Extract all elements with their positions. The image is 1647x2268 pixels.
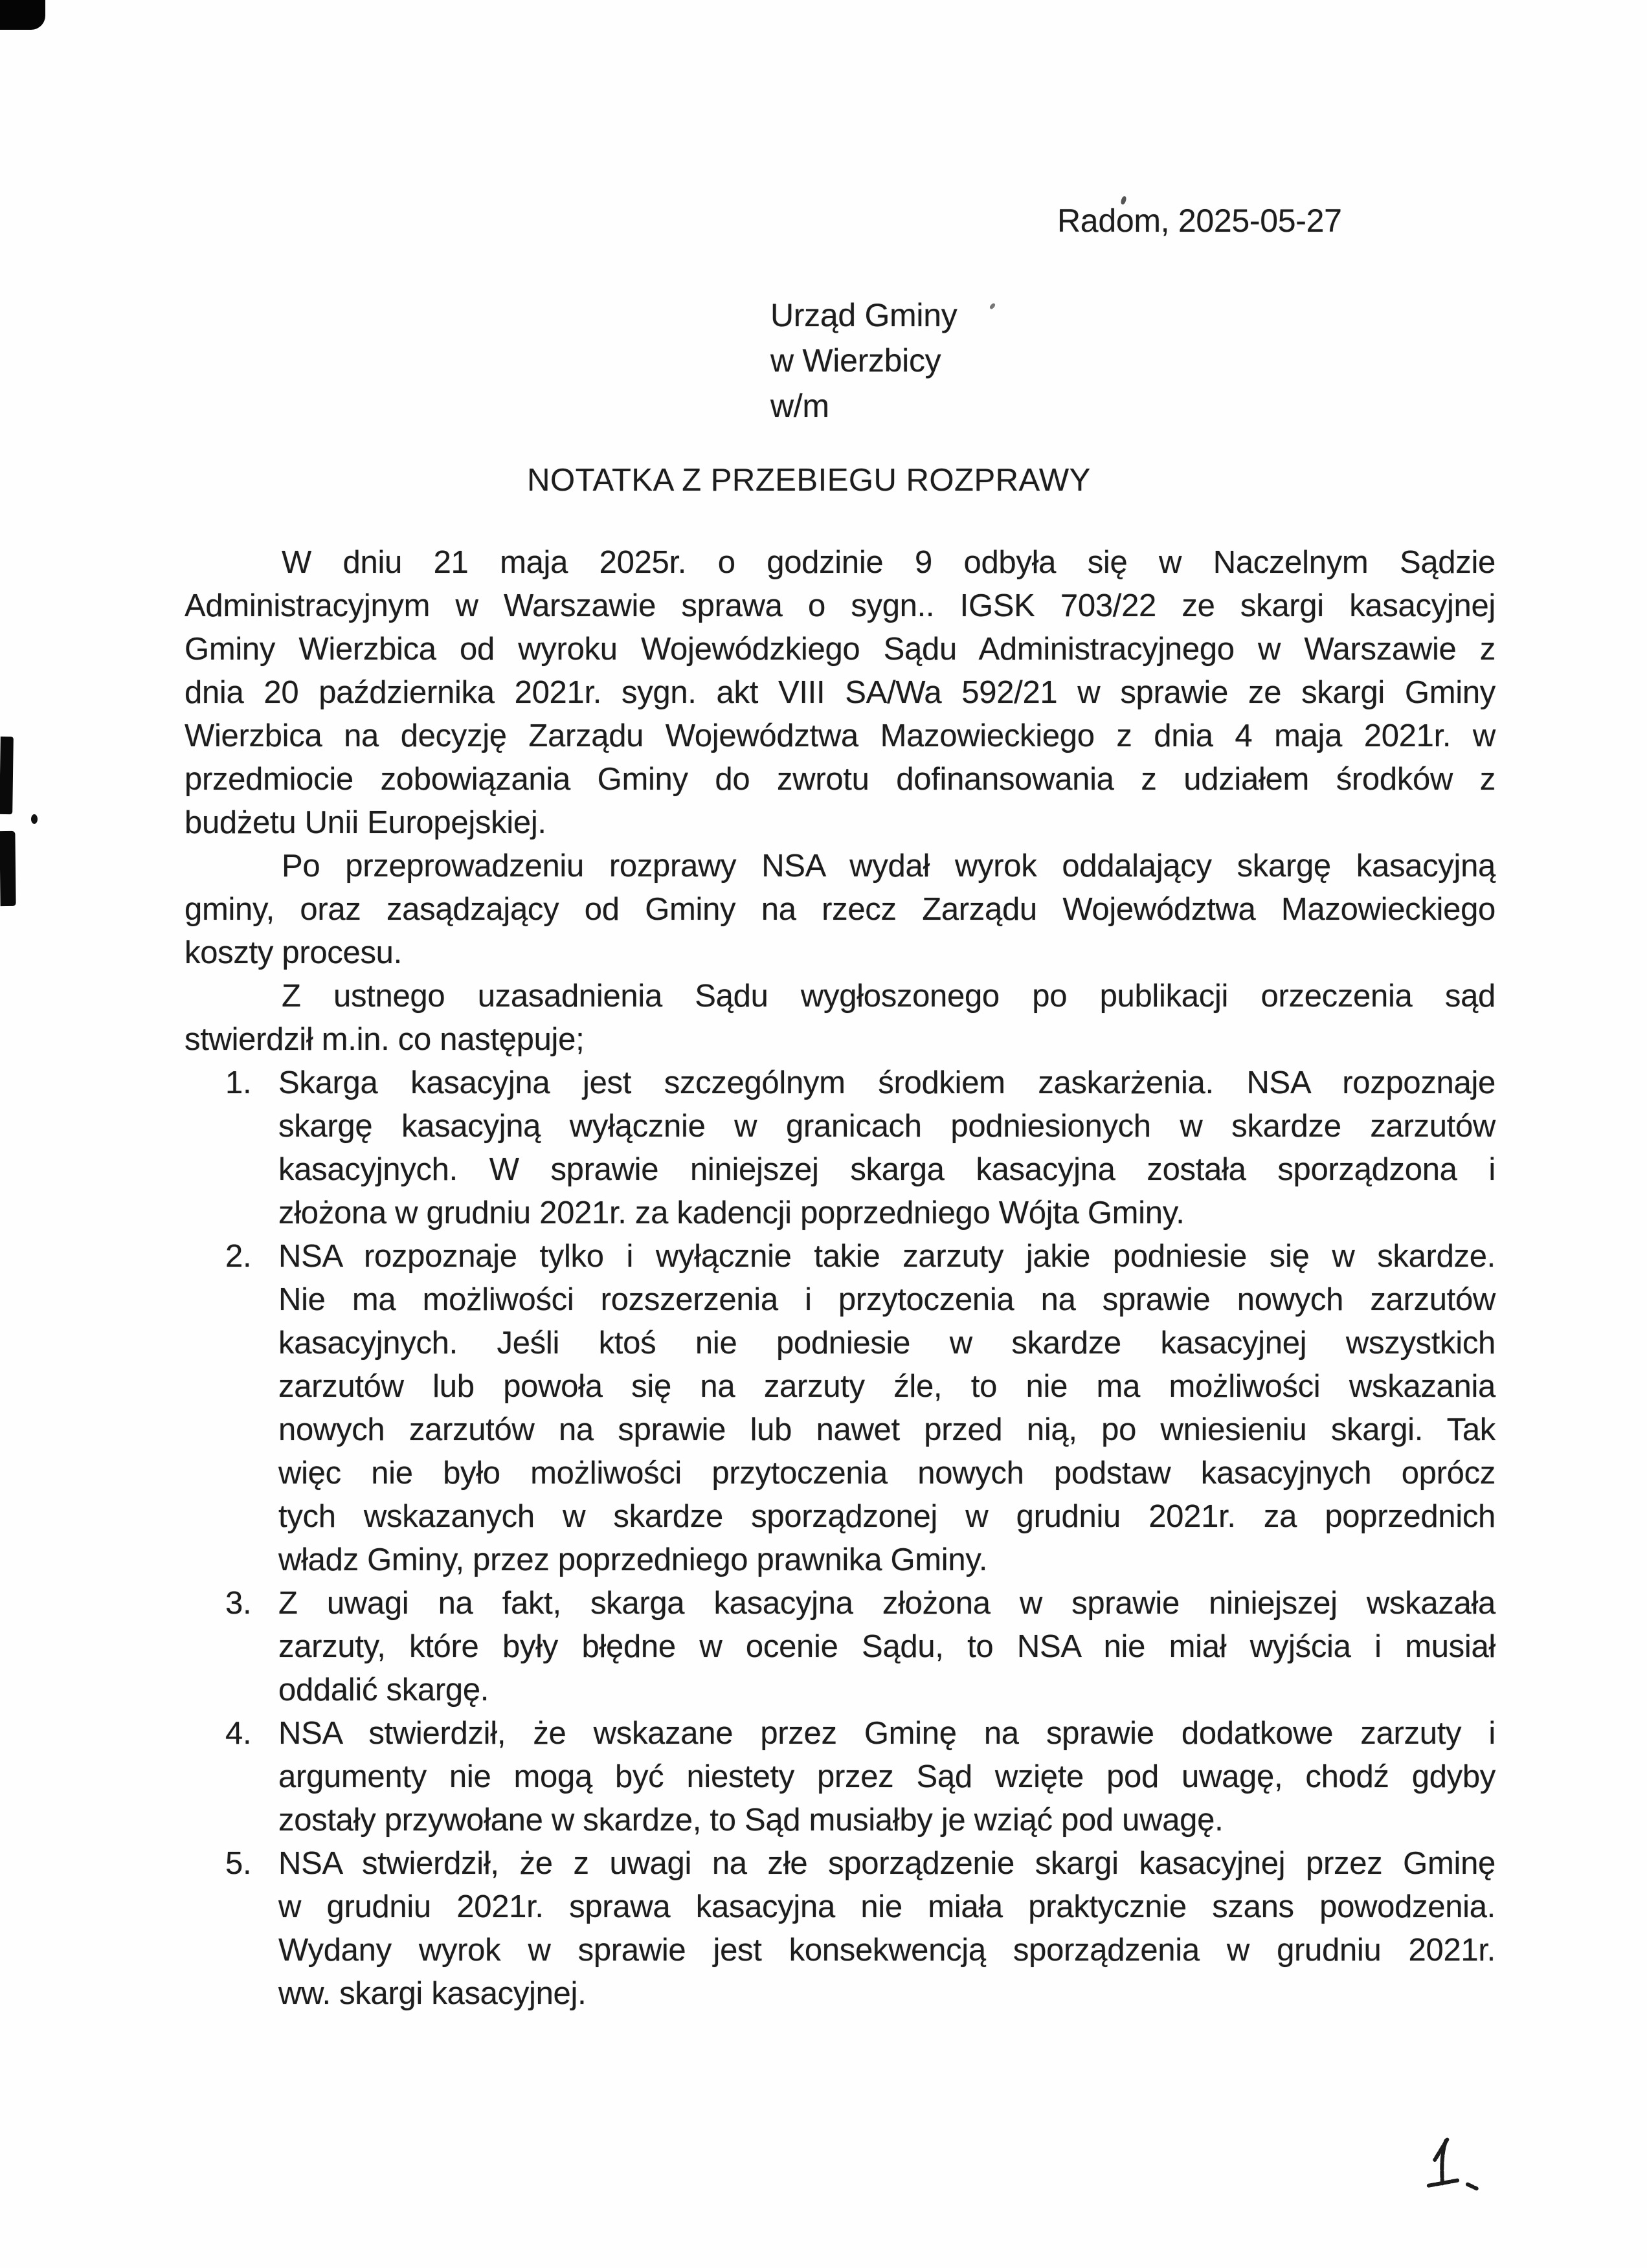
recipient-line: Urząd Gminy: [770, 297, 958, 333]
text-line: w grudniu 2021r. sprawa kasacyjna nie miała praktycznie szans powodzenia.: [278, 1889, 1496, 1924]
paragraph: [185, 541, 1496, 845]
text-line: zarzuty, które były błędne w ocenie Sądu, to NSA nie miał wyjścia i musiał: [278, 1629, 1496, 1664]
list-item-number: 1.: [225, 1065, 252, 1100]
text-line: tych wskazanych w skardze sporządzonej w grudniu 2021r. za poprzednich: [278, 1499, 1496, 1534]
text-line: Nie ma możliwości rozszerzenia i przytoczenia na sprawie nowych zarzutów: [278, 1282, 1496, 1317]
text-line: Gminy Wierzbica od wyroku Wojewódzkiego Sądu Administracyjnego w Warszawie z: [185, 632, 1496, 667]
scan-artifact-bar: [0, 831, 16, 906]
paragraph: [185, 845, 1496, 975]
list-item-number: 2.: [225, 1239, 252, 1274]
text-line: argumenty nie mogą być niestety przez Sąd wzięte pod uwagę, chodź gdyby: [278, 1759, 1496, 1794]
text-line: koszty procesu.: [185, 935, 402, 970]
text-line: gminy, oraz zasądzający od Gminy na rzecz Zarządu Województwa Mazowieckiego: [185, 892, 1496, 927]
text-line: kasacyjnych. Jeśli ktoś nie podniesie w skardze kasacyjnej wszystkich: [278, 1326, 1496, 1361]
text-line: NSA rozpoznaje tylko i wyłącznie takie zarzuty jakie podniesie się w skardze.: [278, 1239, 1496, 1274]
handwritten-page-number: [1420, 2131, 1487, 2197]
text-line: nowych zarzutów na sprawie lub nawet przed nią, po wniesieniu skargi. Tak: [278, 1412, 1496, 1447]
document-body: [185, 541, 1496, 2016]
text-line: zostały przywołane w skardze, to Sąd musiałby je wziąć pod uwagę.: [278, 1803, 1224, 1838]
recipient-block: [770, 293, 957, 428]
list-item-number: 3.: [225, 1586, 252, 1621]
text-line: złożona w grudniu 2021r. za kadencji poprzedniego Wójta Gminy.: [278, 1195, 1185, 1230]
text-line: przedmiocie zobowiązania Gminy do zwrotu dofinansowania z udziałem środków z: [185, 762, 1496, 797]
text-line: Administracyjnym w Warszawie sprawa o sygn.. IGSK 703/22 ze skargi kasacyjnej: [185, 588, 1496, 623]
list-item: [185, 1842, 1496, 2016]
text-line: NSA stwierdził, że z uwagi na złe sporządzenie skargi kasacyjnej przez Gminę: [278, 1846, 1496, 1881]
text-line: Wierzbica na decyzję Zarządu Województwa Mazowieckiego z dnia 4 maja 2021r. w: [185, 718, 1496, 753]
scan-artifact-bar: [0, 737, 14, 814]
paragraph: [185, 975, 1496, 1062]
text-line: stwierdził m.in. co następuje;: [185, 1022, 585, 1057]
list-item-number: 5.: [225, 1846, 252, 1881]
text-line: Wydany wyrok w sprawie jest konsekwencją sporządzenia w grudniu 2021r.: [278, 1933, 1496, 1968]
list-item: [185, 1235, 1496, 1582]
recipient-line: w/m: [770, 388, 829, 424]
text-line: Z ustnego uzasadnienia Sądu wygłoszonego po publikacji orzeczenia sąd: [282, 979, 1496, 1014]
text-line: Z uwagi na fakt, skarga kasacyjna złożona w sprawie niniejszej wskazała: [278, 1586, 1496, 1621]
text-line: więc nie było możliwości przytoczenia nowych podstaw kasacyjnych oprócz: [278, 1456, 1496, 1491]
text-line: Skarga kasacyjna jest szczególnym środkiem zaskarżenia. NSA rozpoznaje: [278, 1065, 1496, 1100]
list-item-text: [278, 1712, 1496, 1842]
text-line: NSA stwierdził, że wskazane przez Gminę na sprawie dodatkowe zarzuty i: [278, 1716, 1496, 1751]
list-item: [185, 1712, 1496, 1842]
text-line: władz Gminy, przez poprzedniego prawnika Gminy.: [278, 1542, 988, 1577]
list-item-text: [278, 1235, 1496, 1582]
scan-speck: [989, 302, 996, 310]
text-line: kasacyjnych. W sprawie niniejszej skarga kasacyjna została sporządzona i: [278, 1152, 1496, 1187]
list-item: [185, 1062, 1496, 1235]
text-line: dnia 20 października 2021r. sygn. akt VIII SA/Wa 592/21 w sprawie ze skargi Gminy: [185, 675, 1496, 710]
text-line: ww. skargi kasacyjnej.: [278, 1976, 587, 2011]
place-date: Radom, 2025-05-27: [1057, 203, 1342, 239]
text-line: Po przeprowadzeniu rozprawy NSA wydał wyrok oddalający skargę kasacyjną: [282, 849, 1496, 884]
text-line: W dniu 21 maja 2025r. o godzinie 9 odbyła się w Naczelnym Sądzie: [282, 545, 1496, 580]
list-item-number: 4.: [225, 1716, 252, 1751]
recipient-line: w Wierzbicy: [770, 342, 941, 379]
list-item-text: [278, 1582, 1496, 1712]
list-item-text: [278, 1062, 1496, 1235]
scan-artifact-corner: [0, 0, 45, 30]
text-line: skargę kasacyjną wyłącznie w granicach podniesionych w skardze zarzutów: [278, 1109, 1496, 1144]
document-title: NOTATKA Z PRZEBIEGU ROZPRAWY: [527, 463, 1091, 498]
scan-artifact-dot: [31, 814, 38, 824]
text-line: budżetu Unii Europejskiej.: [185, 805, 546, 840]
list-item: [185, 1582, 1496, 1712]
text-line: zarzutów lub powoła się na zarzuty źle, to nie ma możliwości wskazania: [278, 1369, 1496, 1404]
list-item-text: [278, 1842, 1496, 2016]
text-line: oddalić skargę.: [278, 1673, 489, 1707]
